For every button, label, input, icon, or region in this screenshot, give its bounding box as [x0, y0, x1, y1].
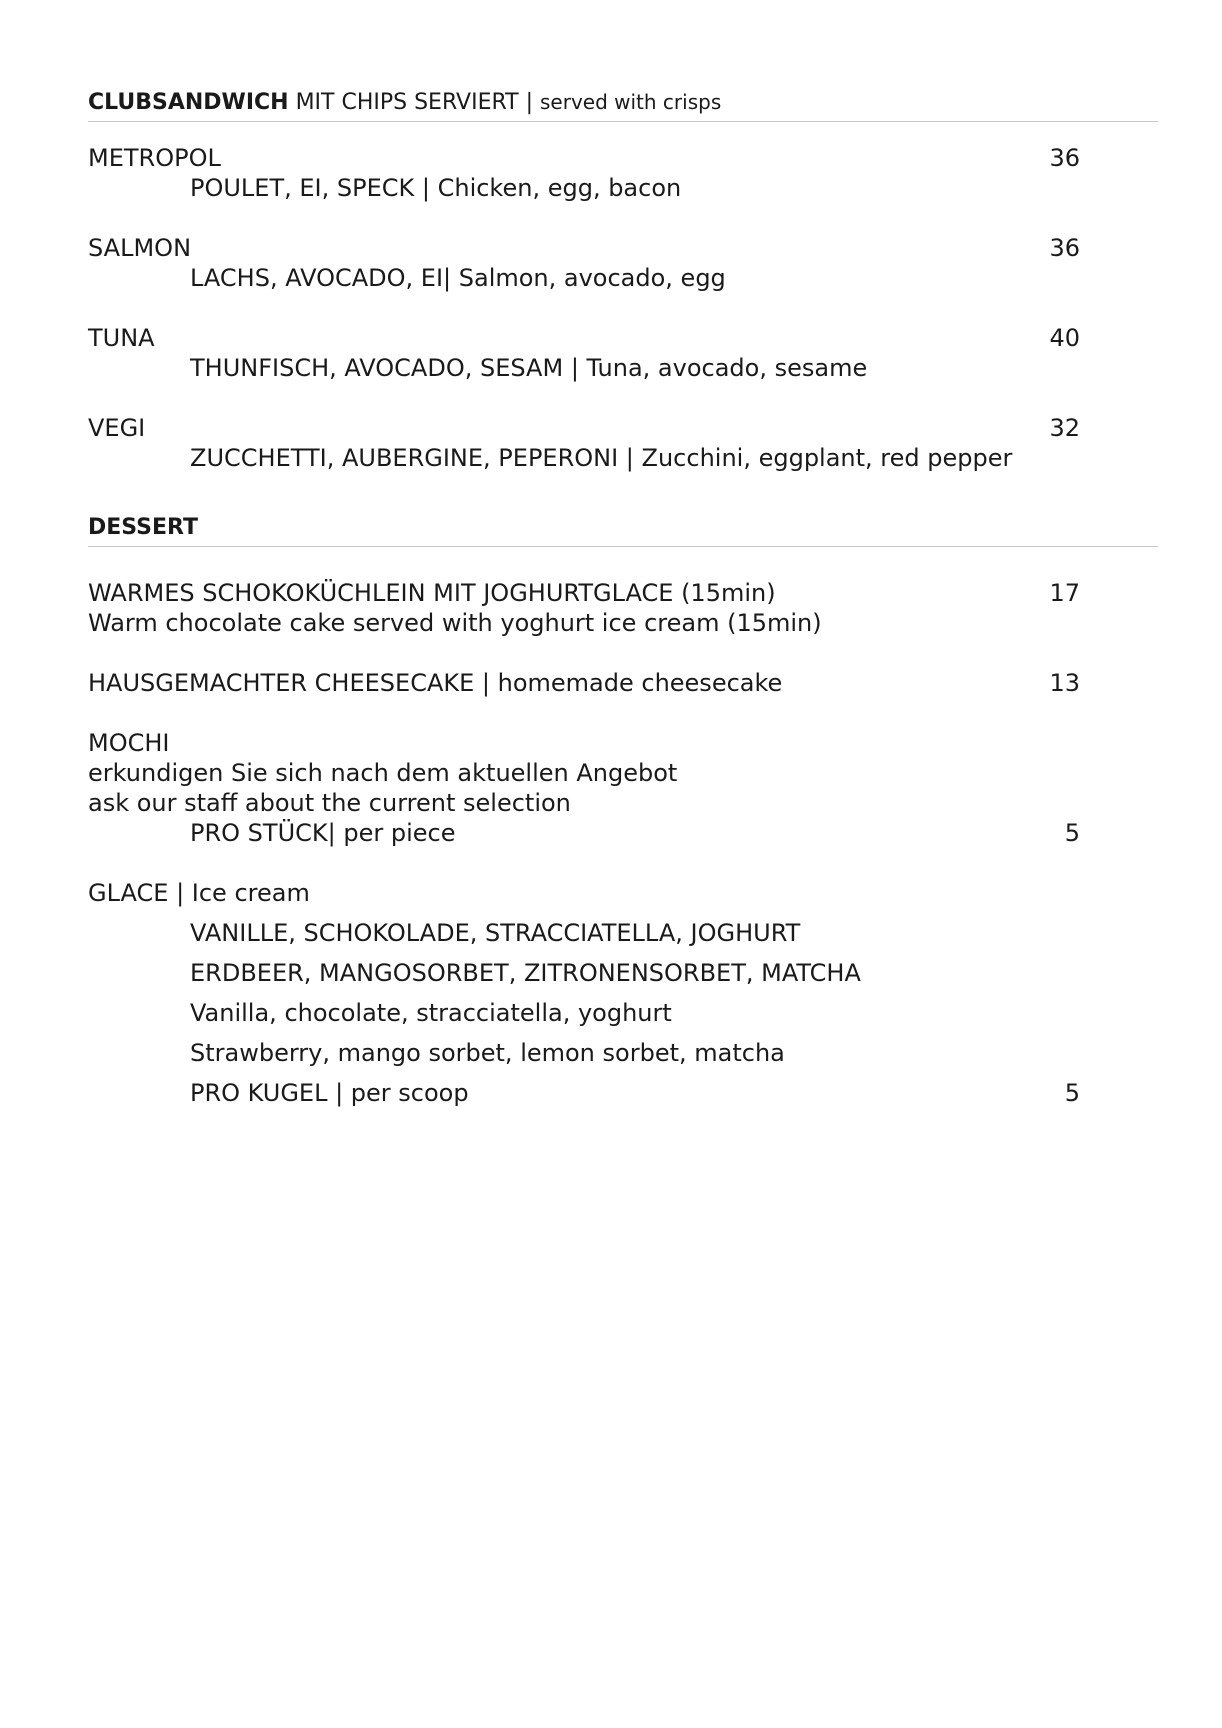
item-price-salmon: 36: [1049, 234, 1080, 262]
glace-flavors-en-1: Vanilla, chocolate, stracciatella, yoghurt: [190, 999, 672, 1027]
item-desc-metropol: POULET, EI, SPECK | Chicken, egg, bacon: [190, 174, 682, 202]
item-desc-chocolate-cake: Warm chocolate cake served with yoghurt ice cream (15min): [88, 609, 822, 637]
clubsandwich-subtitle-en: served with crisps: [540, 90, 722, 114]
glace-flavors-de-1: VANILLE, SCHOKOLADE, STRACCIATELLA, JOGHURT: [190, 919, 801, 947]
item-name-vegi: VEGI: [88, 414, 146, 442]
clubsandwich-title: CLUBSANDWICH: [88, 90, 289, 115]
item-name-salmon: SALMON: [88, 234, 192, 262]
item-name-glace: GLACE | Ice cream: [88, 879, 310, 907]
item-price-tuna: 40: [1049, 324, 1080, 352]
item-name-cheesecake: HAUSGEMACHTER CHEESECAKE | homemade cheesecake: [88, 669, 783, 697]
clubsandwich-subtitle: MIT CHIPS SERVIERT |: [288, 90, 540, 115]
item-desc-mochi-de: erkundigen Sie sich nach dem aktuellen Angebot: [88, 759, 678, 787]
item-price-mochi: 5: [1064, 819, 1080, 847]
item-desc-tuna: THUNFISCH, AVOCADO, SESAM | Tuna, avocado, sesame: [190, 354, 868, 382]
item-desc-salmon: LACHS, AVOCADO, EI| Salmon, avocado, egg: [190, 264, 726, 292]
dessert-section-header: [88, 513, 1158, 547]
item-price-metropol: 36: [1049, 144, 1080, 172]
item-name-tuna: TUNA: [88, 324, 155, 352]
item-unit-glace: PRO KUGEL | per scoop: [190, 1079, 469, 1107]
glace-flavors-de-2: ERDBEER, MANGOSORBET, ZITRONENSORBET, MATCHA: [190, 959, 861, 987]
item-price-vegi: 32: [1049, 414, 1080, 442]
item-price-cheesecake: 13: [1049, 669, 1080, 697]
dessert-title: DESSERT: [88, 515, 198, 540]
item-desc-vegi: ZUCCHETTI, AUBERGINE, PEPERONI | Zucchini, eggplant, red pepper: [190, 444, 1013, 472]
item-unit-mochi: PRO STÜCK| per piece: [190, 819, 456, 847]
item-name-chocolate-cake: WARMES SCHOKOKÜCHLEIN MIT JOGHURTGLACE (15min): [88, 579, 776, 607]
item-price-glace: 5: [1064, 1079, 1080, 1107]
item-price-chocolate-cake: 17: [1049, 579, 1080, 607]
glace-flavors-en-2: Strawberry, mango sorbet, lemon sorbet, matcha: [190, 1039, 785, 1067]
item-name-mochi: MOCHI: [88, 729, 170, 757]
item-desc-mochi-en: ask our staff about the current selection: [88, 789, 571, 817]
clubsandwich-section-header: [88, 88, 1158, 122]
item-name-metropol: METROPOL: [88, 144, 221, 172]
